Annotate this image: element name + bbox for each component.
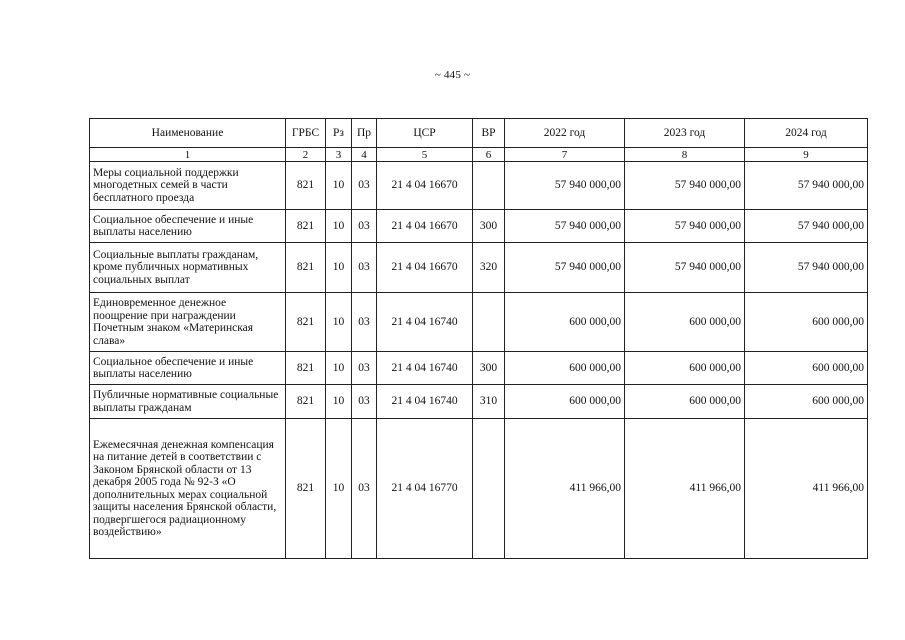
table-row	[90, 385, 868, 419]
row-rz: 10	[326, 162, 352, 210]
row-grbs: 821	[286, 419, 326, 559]
row-csr: 21 4 04 16670	[377, 210, 473, 243]
row-vr: 310	[473, 385, 505, 419]
row-name: Социальное обеспечение и иные выплаты населению	[90, 352, 286, 385]
row-name: Единовременное денежное поощрение при награждении Почетным знаком «Материнская слава»	[90, 293, 286, 352]
row-2022: 411 966,00	[505, 419, 625, 559]
row-pr: 03	[352, 385, 377, 419]
row-2022: 57 940 000,00	[505, 243, 625, 293]
row-grbs: 821	[286, 243, 326, 293]
table-row	[90, 293, 868, 352]
page-number: ~ 445 ~	[434, 69, 471, 81]
column-number: 8	[625, 148, 745, 162]
row-name: Меры социальной поддержки многодетных семей в части бесплатного проезда	[90, 162, 286, 210]
row-2023: 57 940 000,00	[625, 243, 745, 293]
row-2024: 600 000,00	[745, 385, 868, 419]
row-2024: 57 940 000,00	[745, 162, 868, 210]
budget-table	[89, 118, 868, 559]
row-pr: 03	[352, 243, 377, 293]
header-rz: Рз	[326, 119, 352, 148]
row-2023: 57 940 000,00	[625, 162, 745, 210]
column-number: 3	[326, 148, 352, 162]
row-vr	[473, 162, 505, 210]
row-vr: 300	[473, 210, 505, 243]
table-row	[90, 162, 868, 210]
column-number: 1	[90, 148, 286, 162]
row-grbs: 821	[286, 293, 326, 352]
row-csr: 21 4 04 16740	[377, 293, 473, 352]
row-grbs: 821	[286, 210, 326, 243]
header-csr: ЦСР	[377, 119, 473, 148]
row-rz: 10	[326, 293, 352, 352]
row-2022: 57 940 000,00	[505, 210, 625, 243]
row-2023: 600 000,00	[625, 385, 745, 419]
row-grbs: 821	[286, 162, 326, 210]
row-2023: 600 000,00	[625, 352, 745, 385]
column-number: 7	[505, 148, 625, 162]
row-2024: 600 000,00	[745, 293, 868, 352]
table-row	[90, 352, 868, 385]
column-number: 6	[473, 148, 505, 162]
row-csr: 21 4 04 16740	[377, 352, 473, 385]
row-2022: 57 940 000,00	[505, 162, 625, 210]
header-pr: Пр	[352, 119, 377, 148]
row-2024: 57 940 000,00	[745, 210, 868, 243]
row-rz: 10	[326, 243, 352, 293]
row-rz: 10	[326, 352, 352, 385]
row-pr: 03	[352, 162, 377, 210]
column-number: 4	[352, 148, 377, 162]
header-vr: ВР	[473, 119, 505, 148]
row-rz: 10	[326, 210, 352, 243]
row-2023: 57 940 000,00	[625, 210, 745, 243]
row-grbs: 821	[286, 352, 326, 385]
header-2023: 2023 год	[625, 119, 745, 148]
row-vr: 320	[473, 243, 505, 293]
row-grbs: 821	[286, 385, 326, 419]
row-rz: 10	[326, 385, 352, 419]
table-row	[90, 210, 868, 243]
row-name: Публичные нормативные социальные выплаты гражданам	[90, 385, 286, 419]
row-name: Социальные выплаты гражданам, кроме публичных нормативных социальных выплат	[90, 243, 286, 293]
header-row	[90, 119, 868, 148]
row-2022: 600 000,00	[505, 385, 625, 419]
row-name: Ежемесячная денежная компенсация на питание детей в соответствии с Законом Брянской области от 13 декабря 2005 года № 92-З «О дополнительных мерах социальной защиты населения Брянской области, подвергшегося радиационному воздействию»	[90, 419, 286, 559]
row-pr: 03	[352, 293, 377, 352]
row-2022: 600 000,00	[505, 293, 625, 352]
row-csr: 21 4 04 16670	[377, 243, 473, 293]
column-number: 5	[377, 148, 473, 162]
row-csr: 21 4 04 16770	[377, 419, 473, 559]
row-vr: 300	[473, 352, 505, 385]
row-2024: 57 940 000,00	[745, 243, 868, 293]
header-2022: 2022 год	[505, 119, 625, 148]
row-name: Социальное обеспечение и иные выплаты населению	[90, 210, 286, 243]
row-2023: 411 966,00	[625, 419, 745, 559]
row-pr: 03	[352, 210, 377, 243]
row-vr	[473, 293, 505, 352]
header-grbs: ГРБС	[286, 119, 326, 148]
row-2022: 600 000,00	[505, 352, 625, 385]
row-pr: 03	[352, 352, 377, 385]
row-vr	[473, 419, 505, 559]
row-csr: 21 4 04 16740	[377, 385, 473, 419]
header-2024: 2024 год	[745, 119, 868, 148]
table-row	[90, 243, 868, 293]
row-2024: 600 000,00	[745, 352, 868, 385]
row-2024: 411 966,00	[745, 419, 868, 559]
column-number: 9	[745, 148, 868, 162]
table-row	[90, 419, 868, 559]
row-2023: 600 000,00	[625, 293, 745, 352]
header-name: Наименование	[90, 119, 286, 148]
row-csr: 21 4 04 16670	[377, 162, 473, 210]
column-number: 2	[286, 148, 326, 162]
row-rz: 10	[326, 419, 352, 559]
row-pr: 03	[352, 419, 377, 559]
column-number-row	[90, 148, 868, 162]
